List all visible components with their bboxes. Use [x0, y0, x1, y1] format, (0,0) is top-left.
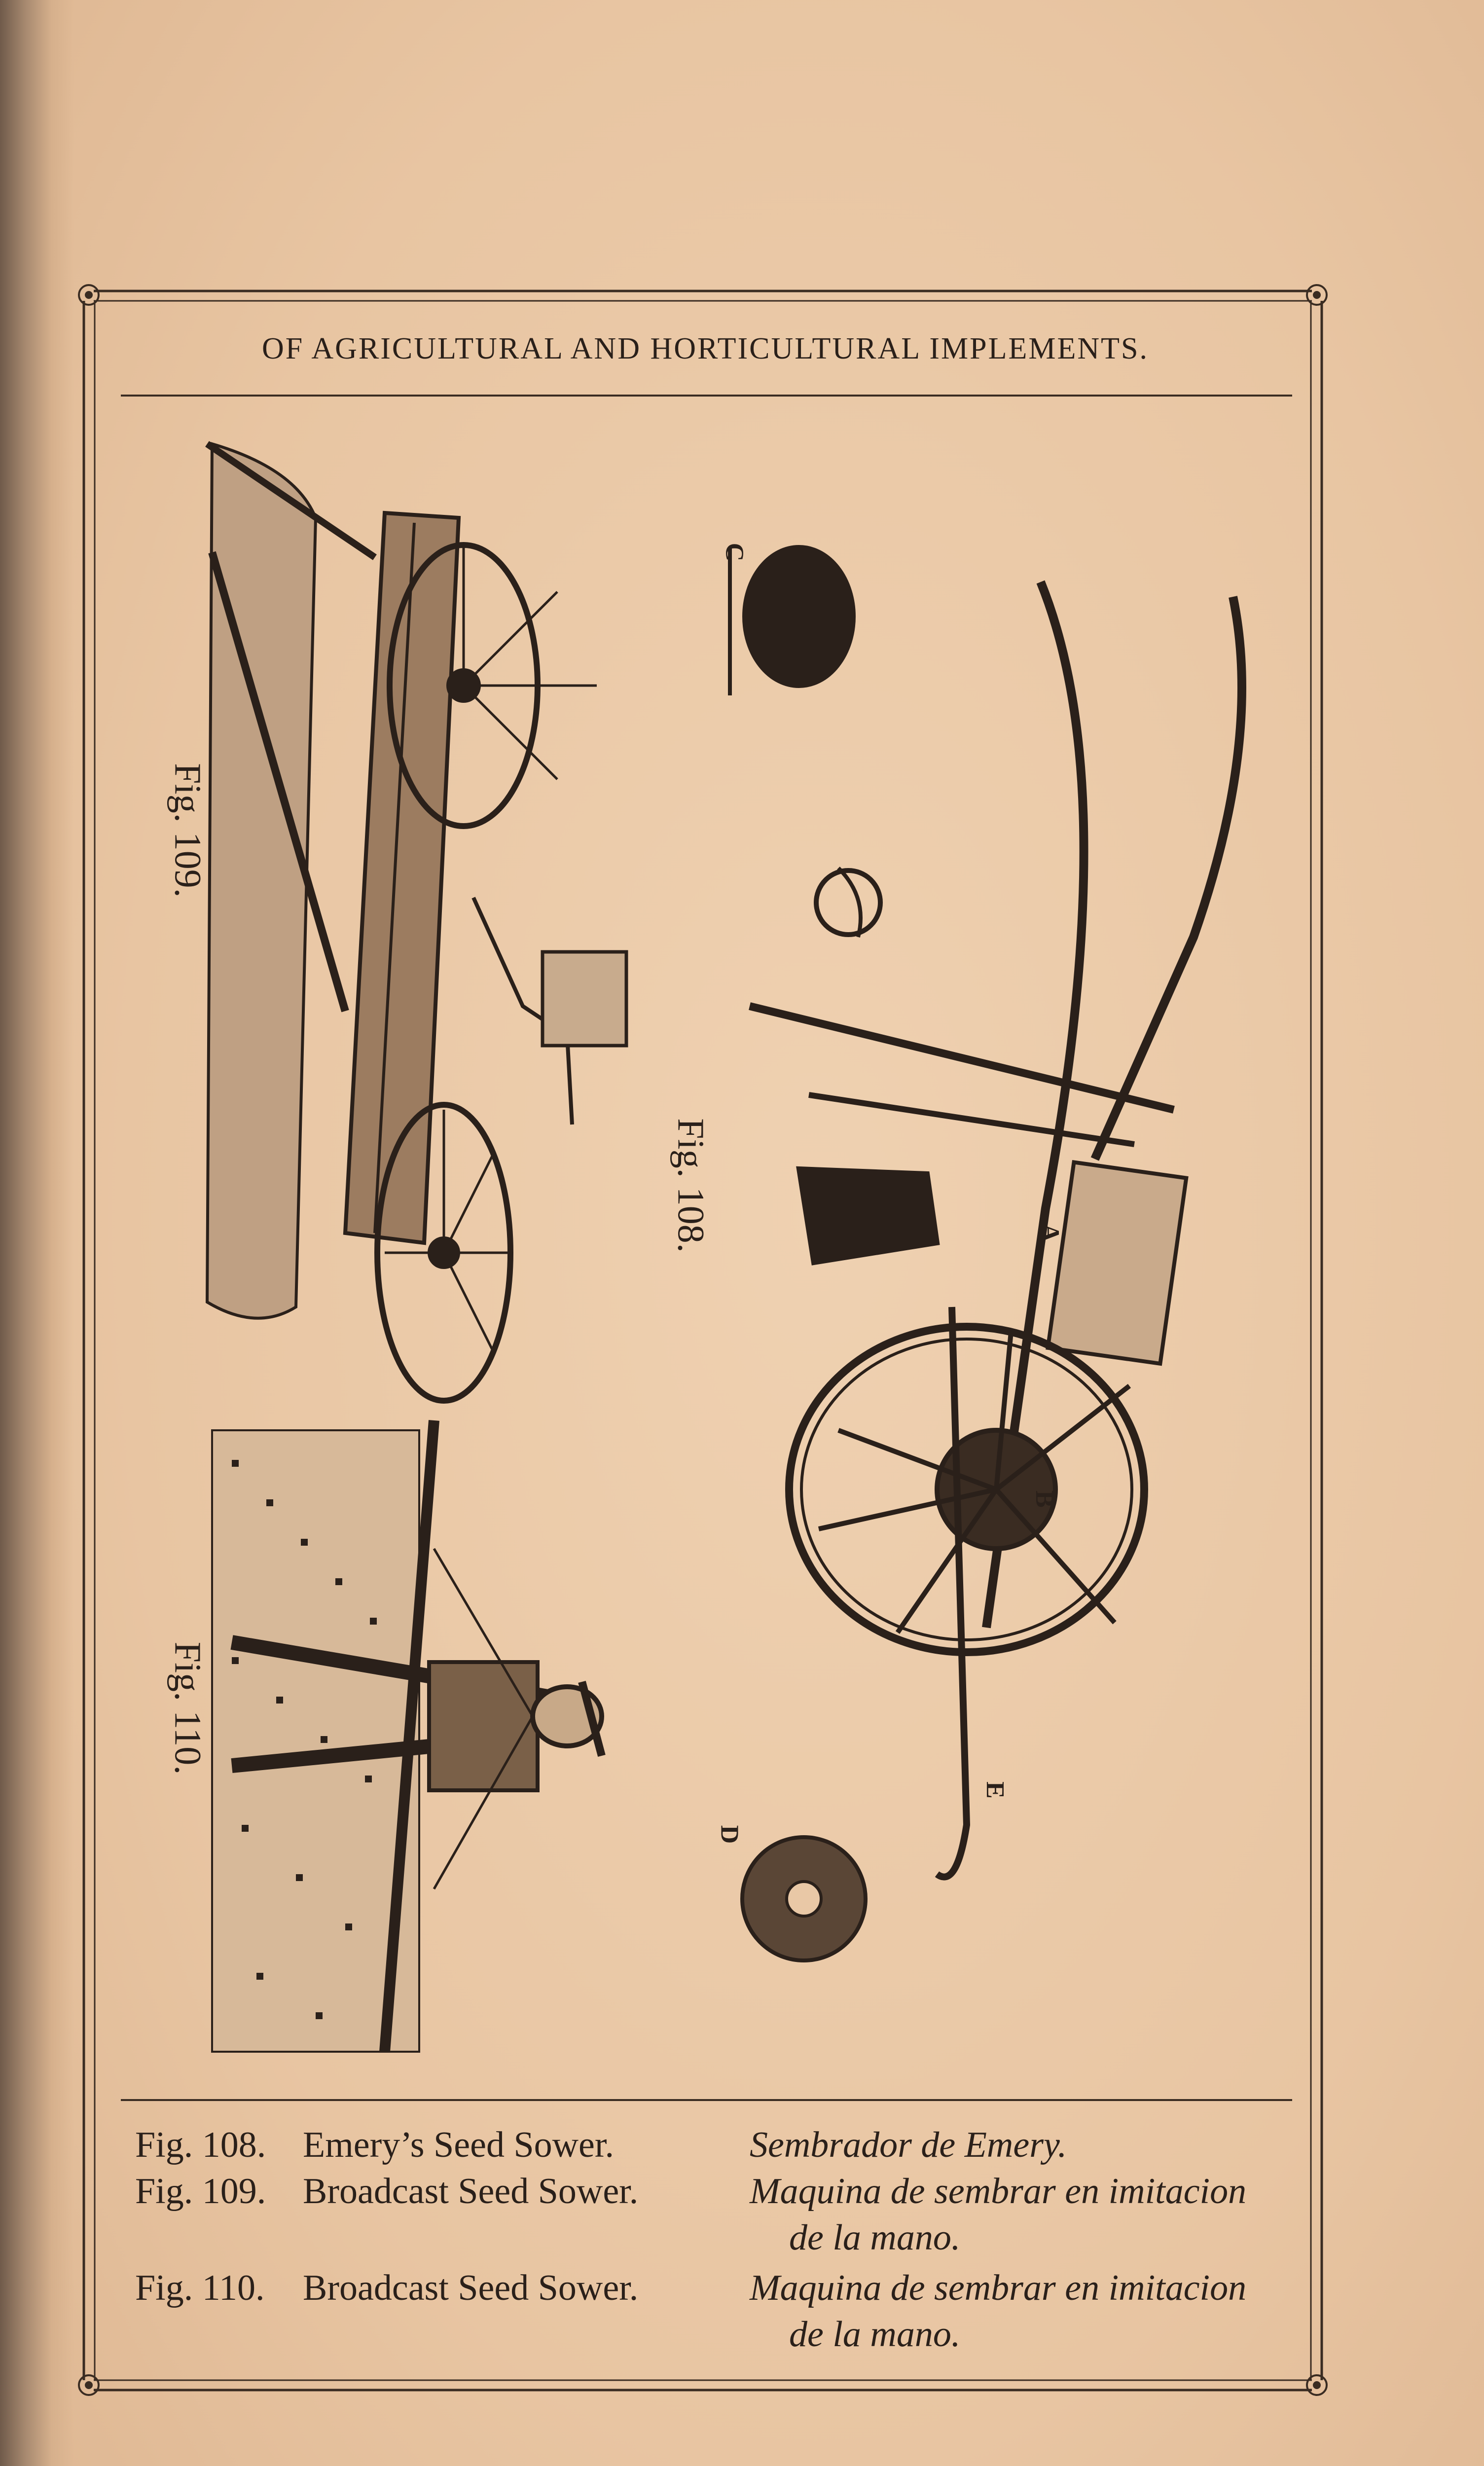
- caption-spanish: Maquina de sembrar en imitacion: [750, 2268, 1247, 2308]
- caption-english: Broadcast Seed Sower.: [303, 2268, 639, 2308]
- part-letter-e: E: [980, 1781, 1009, 1799]
- caption-spanish: Maquina de sembrar en imitacion: [750, 2171, 1247, 2212]
- fig-109-label: Fig. 109.: [167, 763, 209, 898]
- part-letter-b: B: [1030, 1490, 1058, 1508]
- caption-spanish: Sembrador de Emery.: [750, 2125, 1067, 2165]
- caption-spanish-continuation: de la mano.: [789, 2314, 961, 2355]
- caption-spanish-continuation: de la mano.: [789, 2217, 961, 2258]
- running-head: OF AGRICULTURAL AND HORTICULTURAL IMPLEMENTS.: [262, 332, 1149, 365]
- fig-110-label: Fig. 110.: [167, 1641, 209, 1775]
- caption-fig-number: Fig. 109.: [135, 2171, 266, 2212]
- part-letter-d: D: [715, 1825, 744, 1844]
- caption-english: Emery’s Seed Sower.: [303, 2125, 614, 2165]
- caption-fig-number: Fig. 108.: [135, 2125, 266, 2165]
- fig-110-man-sowing-drawing: [212, 1420, 602, 2052]
- fig-108-label: Fig. 108.: [670, 1118, 712, 1253]
- part-letter-a: A: [1036, 1223, 1064, 1242]
- caption-english: Broadcast Seed Sower.: [303, 2171, 639, 2212]
- caption-fig-number: Fig. 110.: [135, 2268, 265, 2308]
- fig-109-cart-drawing: [207, 444, 626, 1401]
- part-letter-c: C: [720, 543, 749, 562]
- fig-108-seed-sower-drawing: [730, 547, 1242, 1960]
